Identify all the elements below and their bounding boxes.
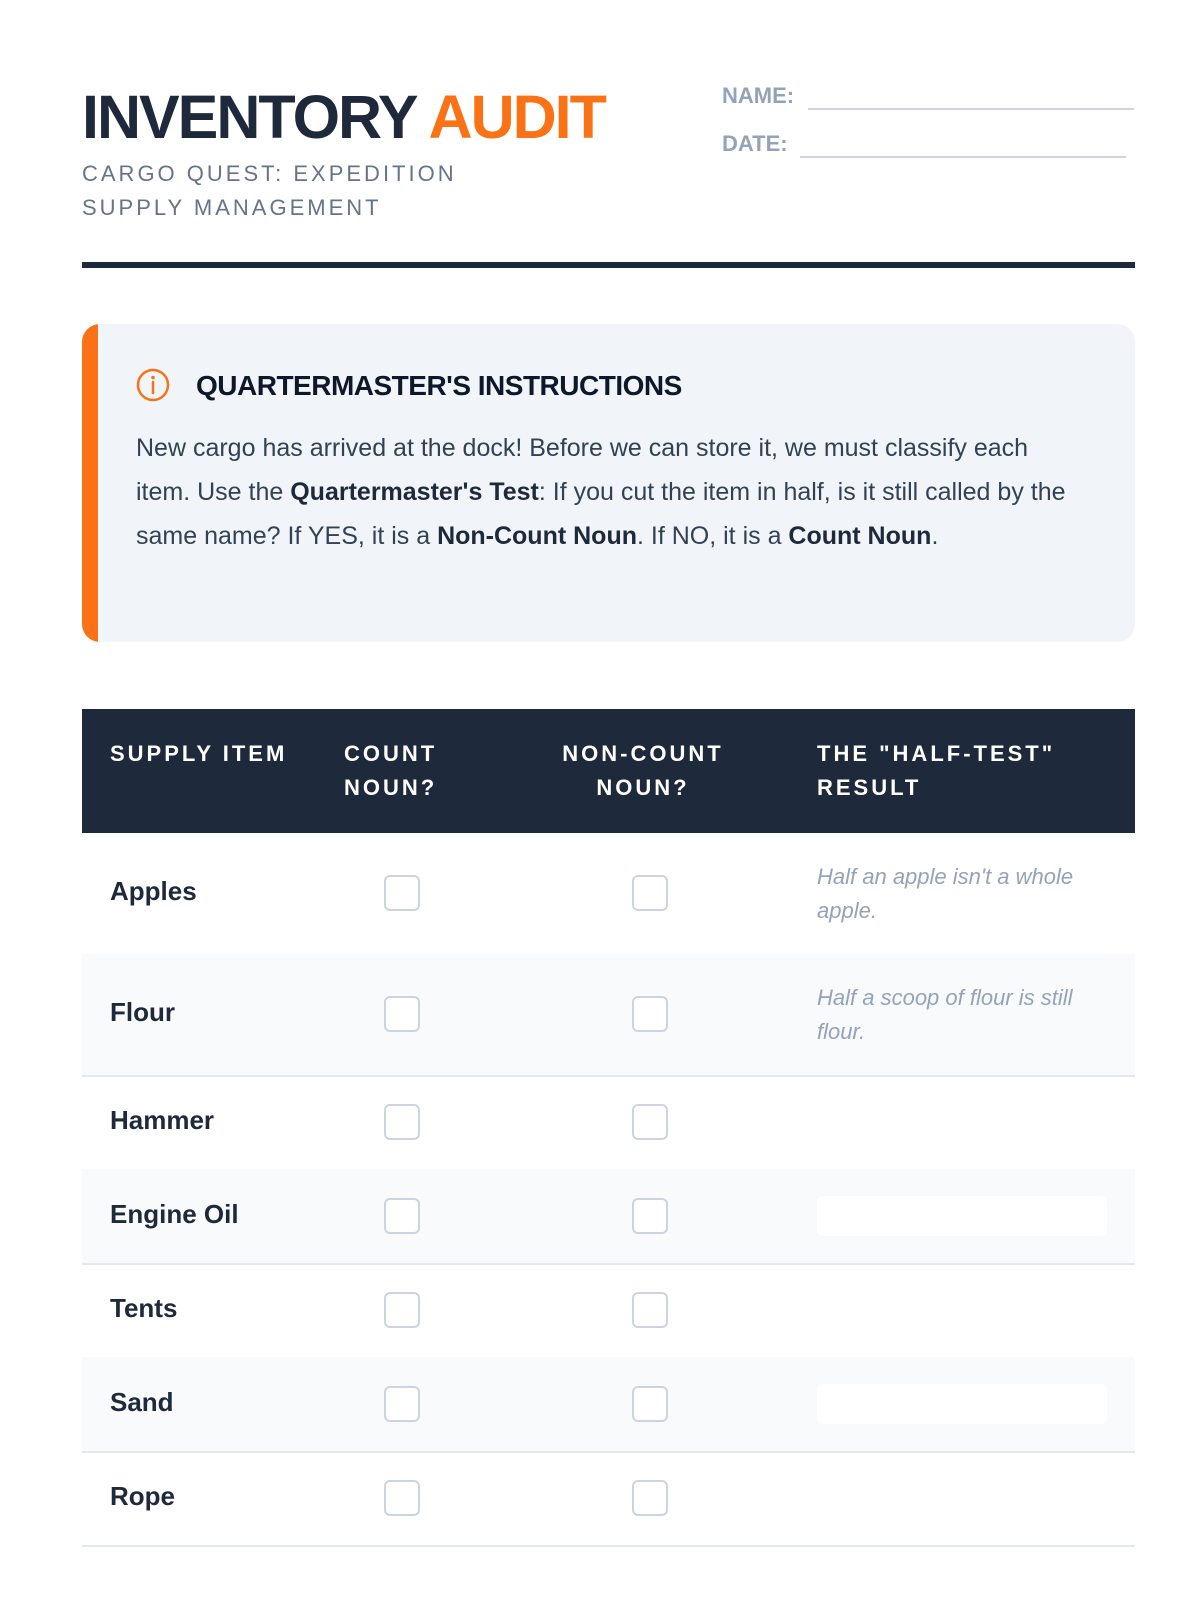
supply-item-name: Tents: [110, 1293, 178, 1323]
half-test-result-field[interactable]: [817, 1290, 1107, 1330]
count-noun-term: Count Noun: [788, 522, 932, 550]
page-title: [82, 84, 605, 150]
non-count-noun-checkbox[interactable]: [632, 1198, 668, 1234]
half-test-result: Half an apple isn't a whole apple.: [817, 864, 1074, 923]
table-row: [82, 1357, 1135, 1453]
non-count-noun-checkbox[interactable]: [632, 1386, 668, 1422]
header-count-noun: COUNT NOUN?: [344, 741, 438, 800]
header-supply-item: SUPPLY ITEM: [110, 741, 288, 766]
instructions-text-part: New cargo has arrived at the dock! Before we can store it, we must classify each item. Use the: [136, 434, 1029, 506]
date-row: [722, 129, 1135, 159]
supply-item-name: Engine Oil: [110, 1199, 239, 1229]
half-test-result-field[interactable]: [817, 1196, 1107, 1236]
supply-item-name: Hammer: [110, 1105, 215, 1135]
name-label: NAME:: [722, 83, 795, 108]
half-test-result-field[interactable]: [817, 1384, 1107, 1424]
quartermasters-test-term: Quartermaster's Test: [290, 478, 539, 506]
table-row: [82, 1169, 1135, 1265]
table-header: [82, 709, 1135, 833]
title-accent: AUDIT: [428, 83, 605, 151]
count-noun-checkbox[interactable]: [384, 1292, 420, 1328]
name-field[interactable]: [808, 108, 1134, 110]
instructions-box: [82, 324, 1135, 642]
table-row: [82, 1451, 1135, 1547]
header-half-test-result: THE "HALF-TEST" RESULT: [817, 741, 1056, 800]
table-row: [82, 1263, 1135, 1359]
page-subtitle: CARGO QUEST: EXPEDITION SUPPLY MANAGEMENT: [82, 161, 457, 220]
instructions-title: QUARTERMASTER'S INSTRUCTIONS: [196, 370, 682, 401]
header-non-count-noun: NON-COUNT NOUN?: [562, 741, 724, 800]
header: [82, 84, 1135, 274]
half-test-result: Half a scoop of flour is still flour.: [817, 985, 1073, 1044]
count-noun-checkbox[interactable]: [384, 1386, 420, 1422]
title-main: INVENTORY: [82, 83, 417, 151]
non-count-noun-checkbox[interactable]: [632, 1292, 668, 1328]
count-noun-checkbox[interactable]: [384, 1198, 420, 1234]
count-noun-checkbox[interactable]: [384, 1104, 420, 1140]
non-count-noun-checkbox[interactable]: [632, 1480, 668, 1516]
name-row: [722, 81, 1135, 111]
supply-item-name: Rope: [110, 1481, 175, 1511]
instructions-text-part: .: [931, 522, 939, 550]
non-count-noun-checkbox[interactable]: [632, 875, 668, 911]
instructions-text-part: . If NO, it is a: [637, 522, 789, 550]
non-count-noun-term: Non-Count Noun: [437, 522, 637, 550]
non-count-noun-checkbox[interactable]: [632, 996, 668, 1032]
table-row: [82, 833, 1135, 956]
callout-accent-bar: [82, 324, 98, 642]
count-noun-checkbox[interactable]: [384, 1480, 420, 1516]
half-test-result-field[interactable]: [817, 1478, 1107, 1518]
header-divider: [82, 262, 1135, 268]
info-icon: [136, 368, 170, 402]
table-row: [82, 1075, 1135, 1171]
instructions-text: [136, 426, 1076, 558]
count-noun-checkbox[interactable]: [384, 996, 420, 1032]
non-count-noun-checkbox[interactable]: [632, 1104, 668, 1140]
supply-item-name: Apples: [110, 876, 197, 906]
instructions-text-part: : If you cut the item in half, is it still called by the same name? If YES, it is a: [136, 478, 1066, 550]
table-row: [82, 954, 1135, 1077]
date-field[interactable]: [800, 156, 1126, 158]
date-label: DATE:: [722, 131, 788, 156]
count-noun-checkbox[interactable]: [384, 875, 420, 911]
half-test-result-field[interactable]: [817, 1102, 1107, 1142]
supply-item-name: Flour: [110, 997, 175, 1027]
supply-item-name: Sand: [110, 1387, 174, 1417]
